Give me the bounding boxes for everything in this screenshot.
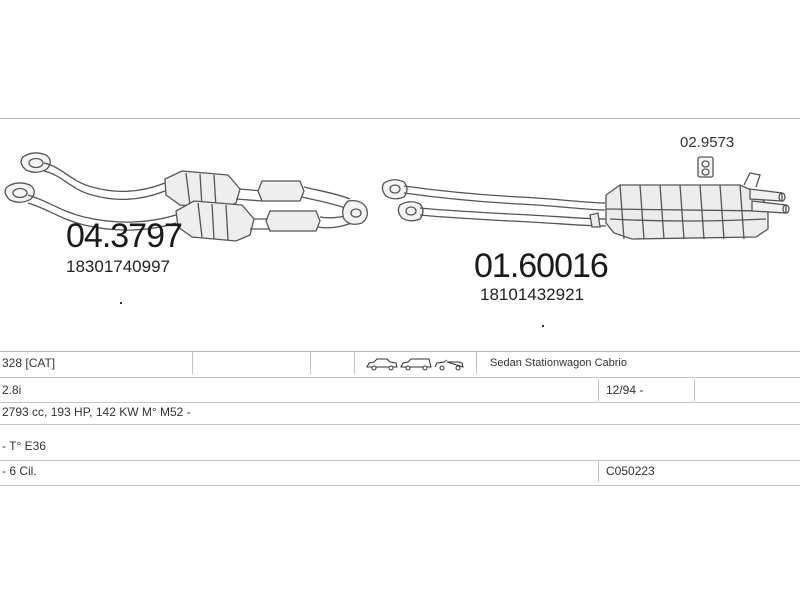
- mount-part-number: 02.9573: [680, 134, 735, 151]
- code-cell: C050223: [606, 464, 655, 478]
- table-row: [0, 379, 800, 401]
- vehicle-icons: [366, 356, 466, 372]
- cell-divider: [310, 352, 311, 374]
- engine-cell: 2.8i: [2, 383, 22, 397]
- front-pipe-reference: 18301740997: [66, 257, 171, 276]
- date-cell: 12/94 -: [606, 383, 644, 397]
- center-flange: [343, 201, 368, 225]
- table-row: [0, 401, 800, 423]
- marker-dot: [120, 302, 122, 304]
- front-flange-upper: [21, 153, 50, 172]
- table-row: [0, 460, 800, 482]
- exhaust-diagram: [0, 119, 800, 349]
- engine-spec-cell: 2793 cc, 193 HP, 142 KW M° M52 -: [2, 405, 191, 419]
- row-divider: [0, 485, 800, 486]
- stationwagon-icon: [401, 359, 431, 370]
- body-types-cell: Sedan Stationwagon Cabrio: [490, 357, 627, 369]
- cell-divider: [598, 460, 599, 482]
- table-row: [0, 435, 800, 457]
- catalyst-lower: [176, 201, 270, 241]
- table-row: [0, 352, 800, 374]
- cell-divider: [598, 379, 599, 401]
- front-flange-lower: [5, 183, 34, 202]
- cell-divider: [192, 352, 193, 374]
- rear-silencer-part-number: 01.60016: [474, 247, 608, 285]
- rubber-mount: [698, 157, 713, 177]
- row-divider: [0, 424, 800, 425]
- row-divider: [0, 377, 800, 378]
- rear-inlet-flange-upper: [382, 180, 407, 199]
- sedan-icon: [367, 359, 397, 370]
- cell-divider: [476, 352, 477, 374]
- resonator-upper: [258, 181, 350, 209]
- cell-divider: [694, 379, 695, 401]
- rear-silencer: [606, 185, 768, 239]
- chassis-cell: - T° E36: [2, 439, 46, 453]
- cell-divider: [354, 352, 355, 374]
- resonator-lower: [266, 211, 352, 231]
- marker-dot: [542, 325, 544, 327]
- front-pipe-part-number: 04.3797: [66, 217, 182, 255]
- rear-silencer-reference: 18101432921: [480, 285, 585, 304]
- body-type-icons: [366, 356, 466, 372]
- model-cell: 328 [CAT]: [2, 356, 56, 370]
- cylinders-cell: - 6 Cil.: [2, 464, 37, 478]
- rear-inlet-flange-lower: [398, 202, 423, 221]
- cabrio-icon: [435, 360, 463, 370]
